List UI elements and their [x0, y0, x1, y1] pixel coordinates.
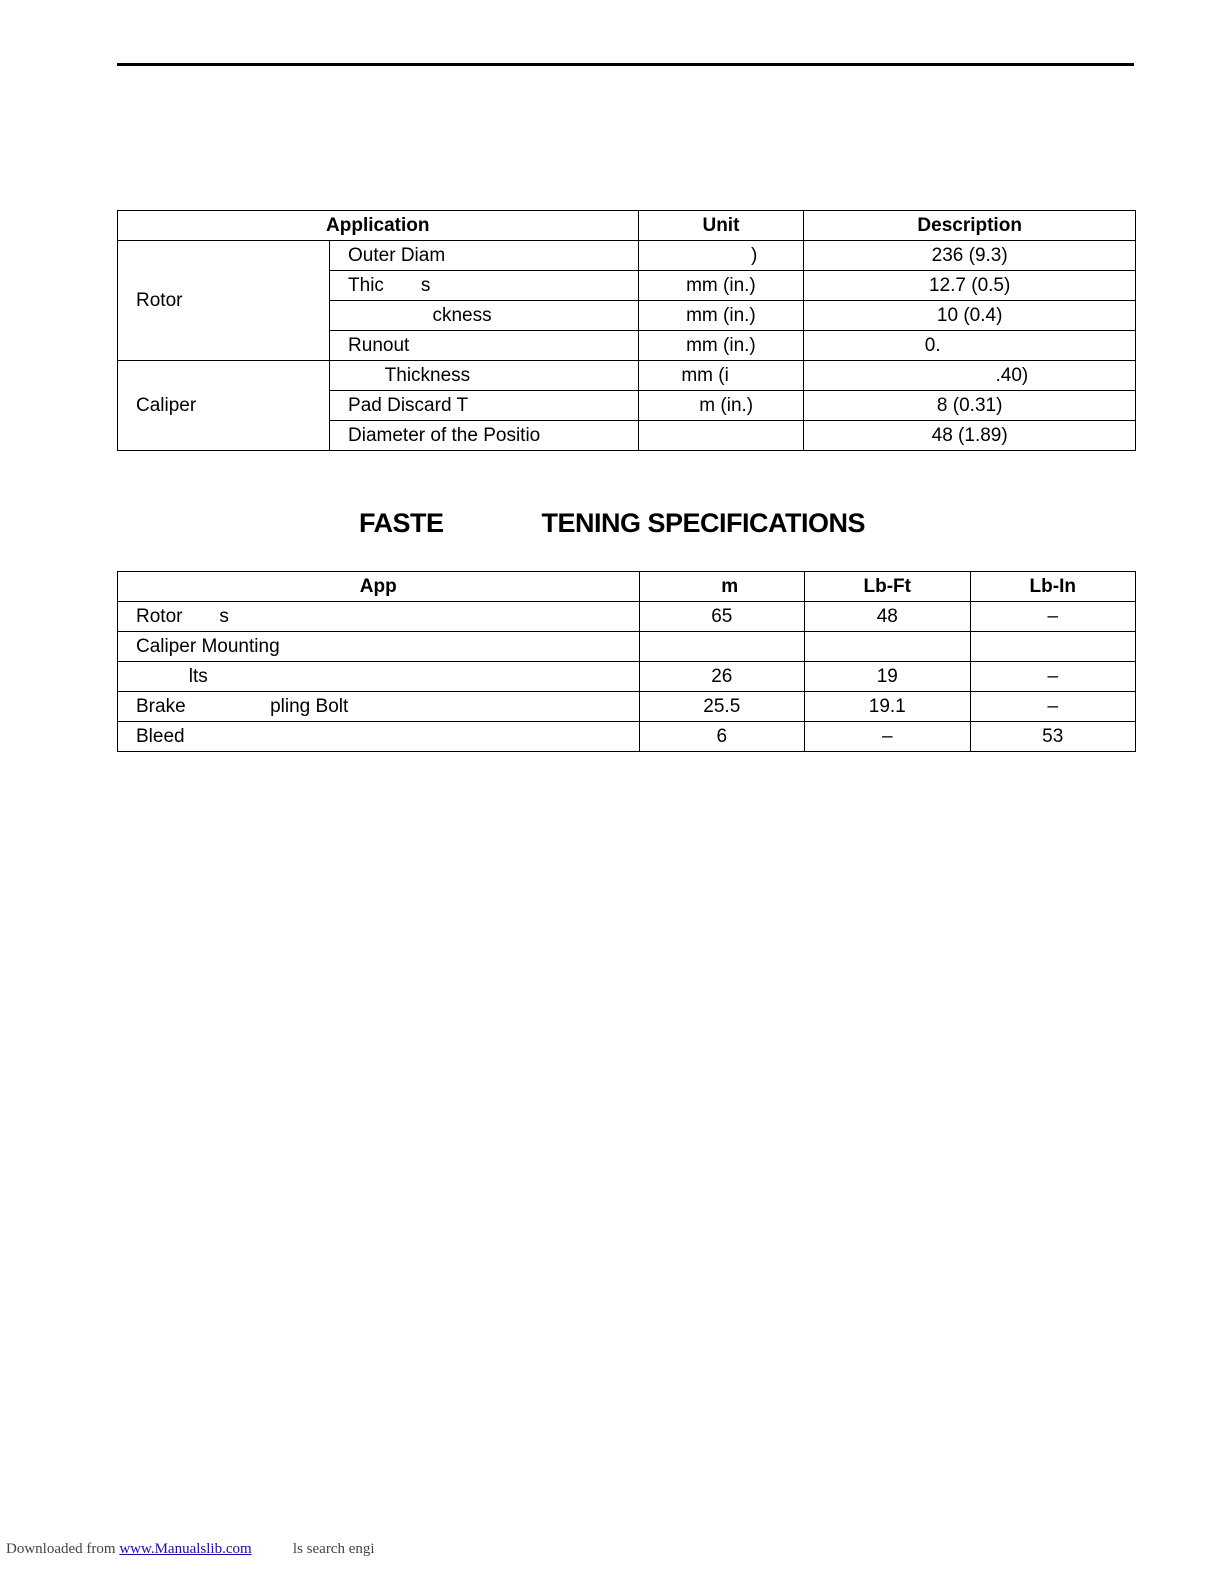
value-cell: 48 (1.89)	[804, 421, 1136, 451]
header-rule	[117, 63, 1134, 66]
unit-cell: mm (in.)	[638, 331, 804, 361]
header-lbft: Lb-Ft	[805, 572, 970, 602]
table-row	[118, 361, 1136, 391]
header-application: Application	[118, 211, 639, 241]
lbft-cell: 19	[805, 662, 970, 692]
footer-prefix: Downloaded from	[6, 1541, 120, 1557]
value-cell: 0.	[804, 331, 1136, 361]
unit-cell: mm (i	[638, 361, 804, 391]
lbin-cell: –	[970, 692, 1136, 722]
table-row	[118, 632, 1136, 662]
item-cell: Thickness	[330, 361, 639, 391]
table-row	[118, 662, 1136, 692]
application-cell: lts	[118, 662, 640, 692]
lbft-cell: 48	[805, 602, 970, 632]
unit-cell: mm (in.)	[638, 301, 804, 331]
item-cell: Pad Discard T	[330, 391, 639, 421]
table-row	[118, 602, 1136, 632]
nm-cell: 25.5	[639, 692, 804, 722]
nm-cell: 65	[639, 602, 804, 632]
nm-cell: 6	[639, 722, 804, 752]
value-cell: 236 (9.3)	[804, 241, 1136, 271]
header-lbin: Lb-In	[970, 572, 1136, 602]
lbin-cell	[970, 632, 1136, 662]
nm-cell	[639, 632, 804, 662]
lbin-cell: –	[970, 662, 1136, 692]
header-application: App	[118, 572, 640, 602]
application-cell: Rotor s	[118, 602, 640, 632]
application-cell: Bleed	[118, 722, 640, 752]
unit-cell: )	[638, 241, 804, 271]
manualslib-link[interactable]: www.Manualslib.com	[119, 1541, 252, 1557]
item-cell: Diameter of the Positio	[330, 421, 639, 451]
lbft-cell: 19.1	[805, 692, 970, 722]
item-cell: Thic s	[330, 271, 639, 301]
download-footer	[6, 1541, 375, 1558]
value-cell: 12.7 (0.5)	[804, 271, 1136, 301]
unit-cell	[638, 421, 804, 451]
table-row	[118, 241, 1136, 271]
section-title: FASTE TENING SPECIFICATIONS	[358, 508, 866, 538]
group-label-caliper: Caliper	[118, 361, 330, 451]
footer-suffix: ls search engi	[251, 1541, 375, 1557]
item-cell: Outer Diam	[330, 241, 639, 271]
header-nm: m	[639, 572, 804, 602]
table-row	[118, 692, 1136, 722]
fastener-tightening-table	[117, 571, 1136, 752]
unit-cell: m (in.)	[638, 391, 804, 421]
item-cell: Runout	[330, 331, 639, 361]
item-cell: ckness	[330, 301, 639, 331]
unit-cell: mm (in.)	[638, 271, 804, 301]
lbft-cell: –	[805, 722, 970, 752]
group-label-rotor: Rotor	[118, 241, 330, 361]
value-cell: 8 (0.31)	[804, 391, 1136, 421]
application-cell: Caliper Mounting	[118, 632, 640, 662]
lbft-cell	[805, 632, 970, 662]
header-unit: Unit	[638, 211, 804, 241]
header-description: Description	[804, 211, 1136, 241]
nm-cell: 26	[639, 662, 804, 692]
brake-specifications-table	[117, 210, 1136, 451]
value-cell: .40)	[804, 361, 1136, 391]
table-header-row	[118, 572, 1136, 602]
lbin-cell: 53	[970, 722, 1136, 752]
lbin-cell: –	[970, 602, 1136, 632]
table-row	[118, 722, 1136, 752]
application-cell: Brake pling Bolt	[118, 692, 640, 722]
value-cell: 10 (0.4)	[804, 301, 1136, 331]
table-header-row	[118, 211, 1136, 241]
